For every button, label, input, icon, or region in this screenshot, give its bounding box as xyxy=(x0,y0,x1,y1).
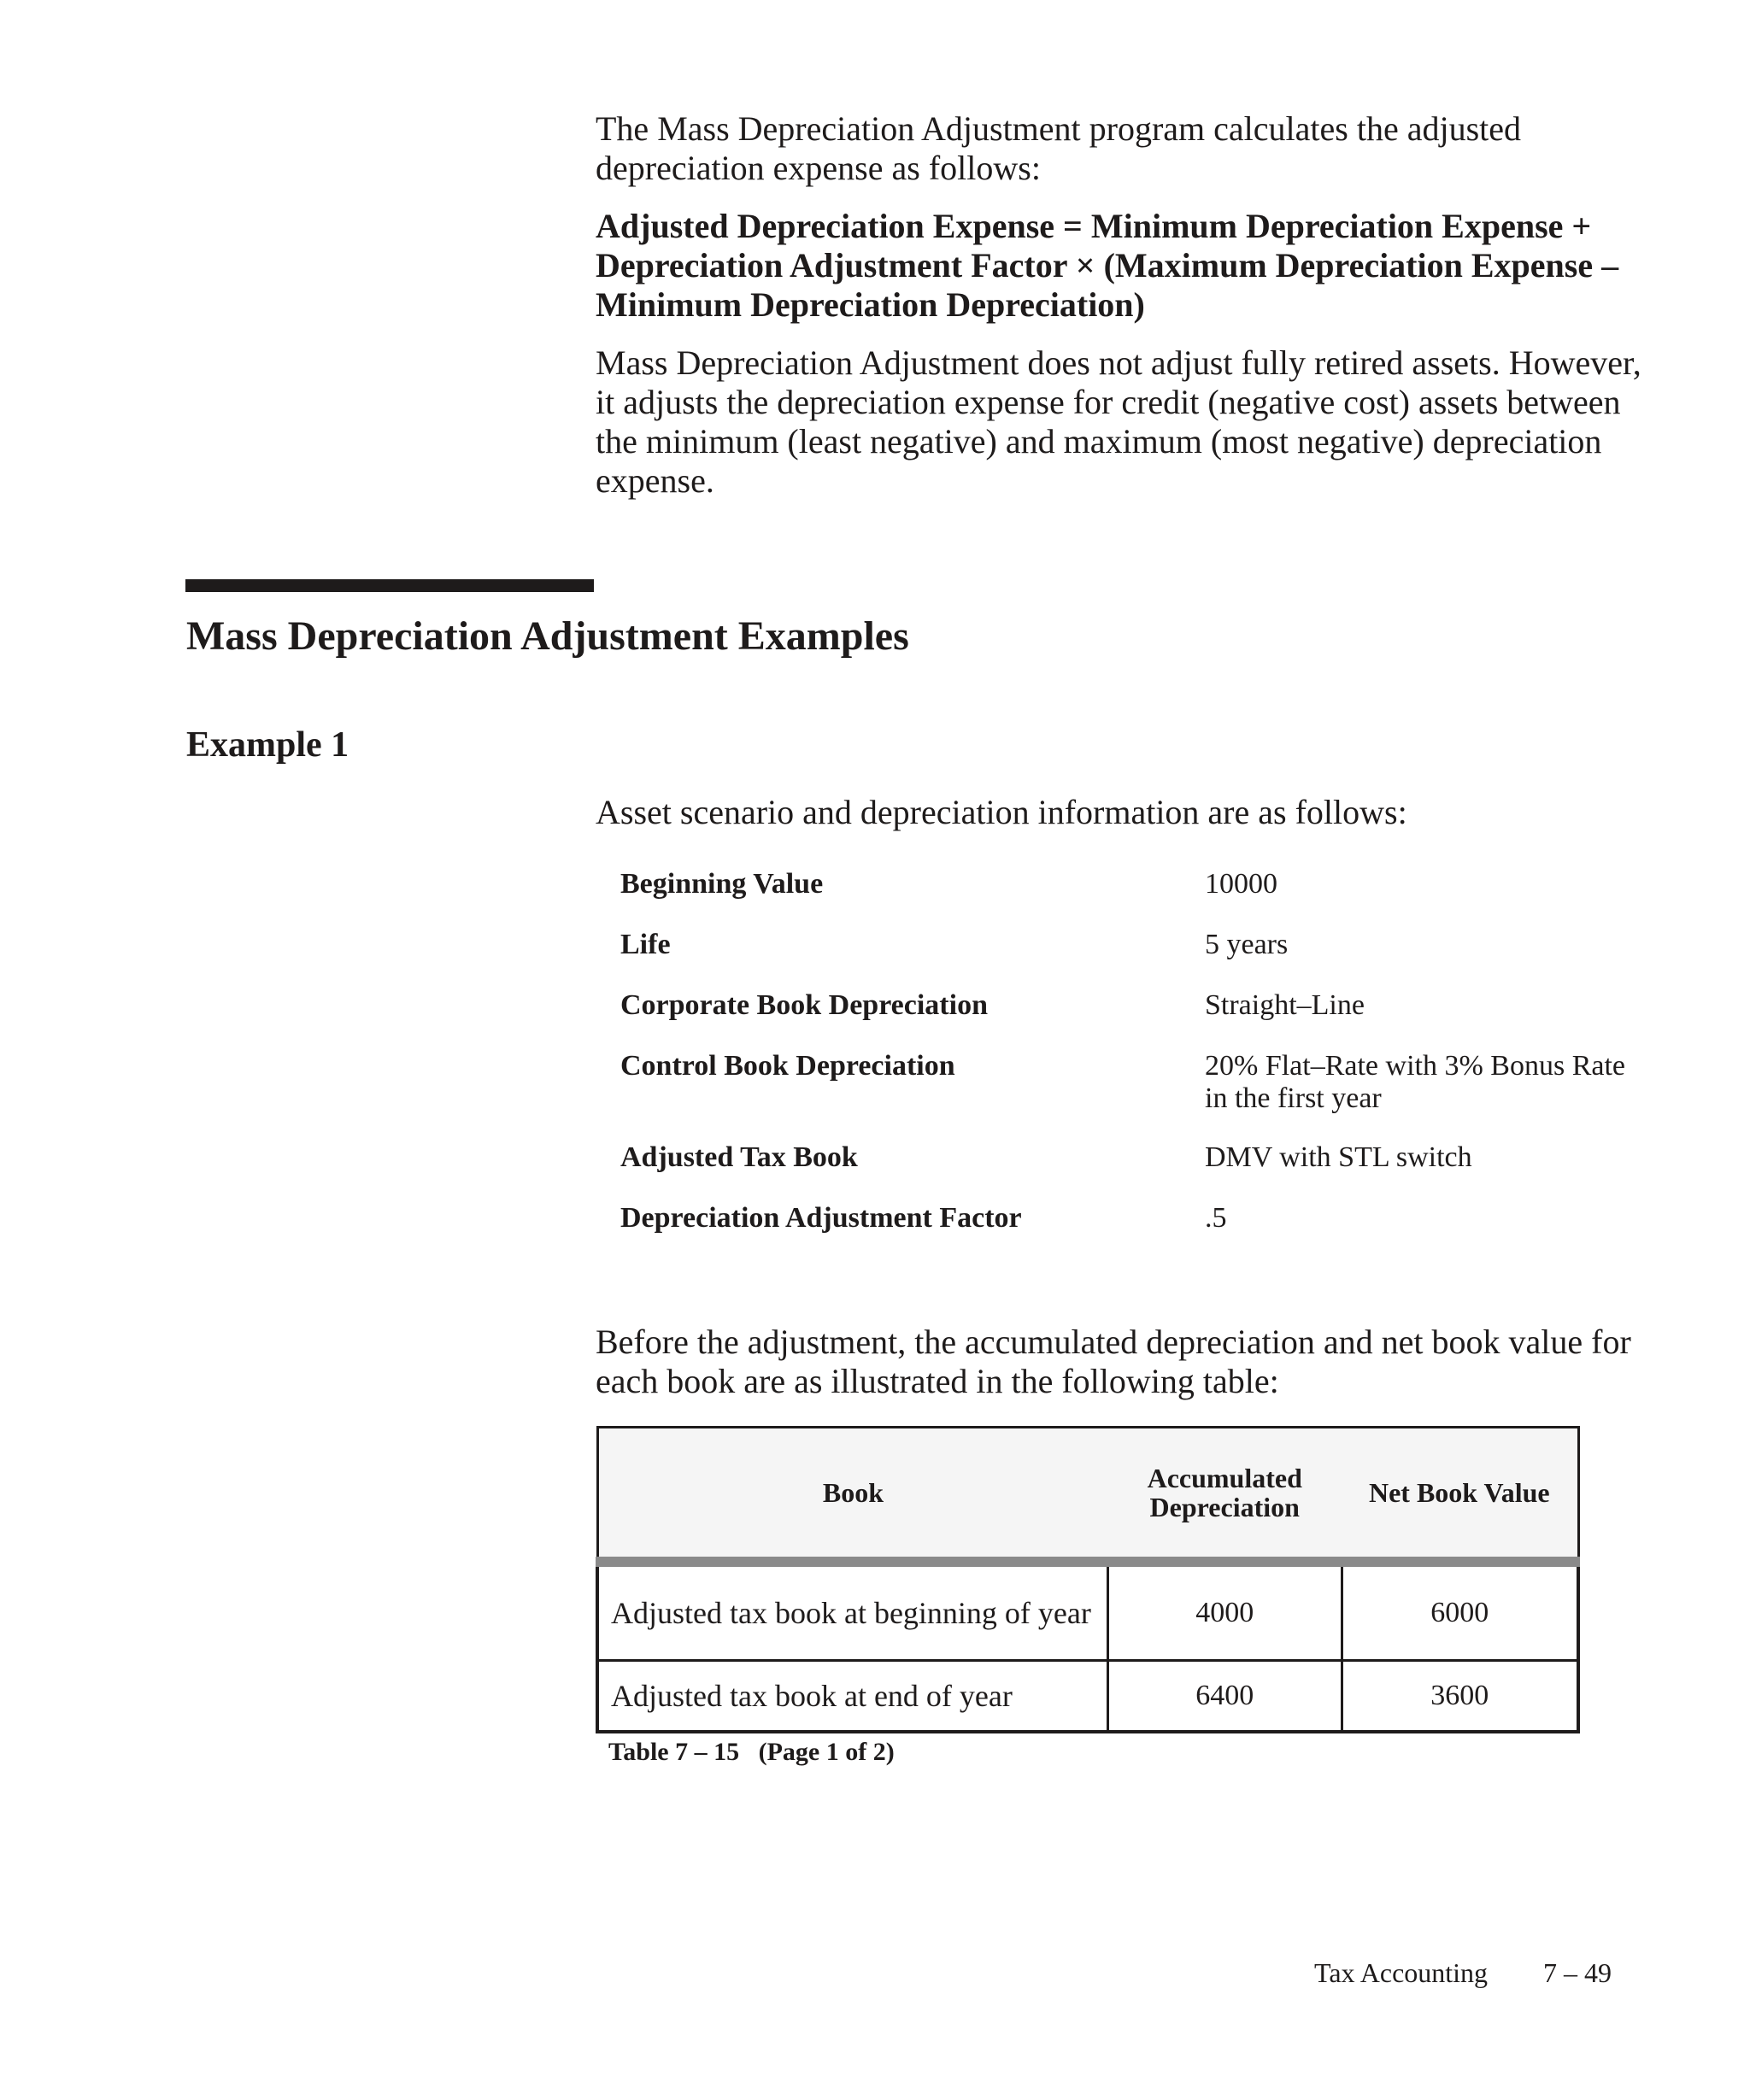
table-intro: Before the adjustment, the accumulated depreciation and net book value for each book are as illustrated in the following table: xyxy=(596,1323,1631,1400)
footer-page-number: 7 – 49 xyxy=(1543,1957,1612,1988)
scenario-value: 10000 xyxy=(1205,868,1277,900)
cell-nbv: 3600 xyxy=(1342,1661,1578,1733)
table-header-row xyxy=(597,1428,1578,1563)
header-net-book-value: Net Book Value xyxy=(1342,1428,1578,1563)
section-rule xyxy=(185,579,594,592)
retired-assets-paragraph: Mass Depreciation Adjustment does not adjust fully retired assets. However, it adjusts the depreciation expense for credit (negative cost) assets between the minimum (least negative) and maximum (most negative) depreciation expense. xyxy=(596,343,1641,500)
cell-book: Adjusted tax book at end of year xyxy=(597,1661,1107,1733)
scenario-label: Depreciation Adjustment Factor xyxy=(620,1202,1022,1234)
scenario-label: Control Book Depreciation xyxy=(620,1050,955,1082)
scenario-label: Adjusted Tax Book xyxy=(620,1141,858,1173)
example-title: Example 1 xyxy=(186,725,349,765)
scenario-label: Life xyxy=(620,929,671,960)
intro-paragraph: The Mass Depreciation Adjustment program calculates the adjusted depreciation expense as follows: xyxy=(596,109,1522,187)
table-caption: Table 7 – 15 (Page 1 of 2) xyxy=(608,1738,895,1766)
header-accum-text: Accumulated Depreciation xyxy=(1147,1463,1302,1522)
scenario-value: .5 xyxy=(1205,1202,1227,1234)
header-accumulated-depreciation xyxy=(1107,1428,1342,1563)
scenario-label: Corporate Book Depreciation xyxy=(620,989,988,1021)
cell-book: Adjusted tax book at beginning of year xyxy=(597,1562,1107,1661)
table-row xyxy=(597,1562,1578,1661)
scenario-intro: Asset scenario and depreciation information are as follows: xyxy=(596,793,1407,831)
scenario-value: Straight–Line xyxy=(1205,989,1365,1021)
scenario-value: 20% Flat–Rate with 3% Bonus Rate in the first year xyxy=(1205,1050,1626,1114)
footer-section-name: Tax Accounting xyxy=(1314,1957,1489,1988)
scenario-value: 5 years xyxy=(1205,929,1289,960)
table-row xyxy=(597,1661,1578,1733)
cell-accum: 4000 xyxy=(1107,1562,1342,1661)
section-title: Mass Depreciation Adjustment Examples xyxy=(186,613,909,659)
scenario-label: Beginning Value xyxy=(620,868,824,900)
scenario-value: DMV with STL switch xyxy=(1205,1141,1472,1173)
depreciation-table xyxy=(596,1426,1580,1733)
cell-nbv: 6000 xyxy=(1342,1562,1578,1661)
formula-text: Adjusted Depreciation Expense = Minimum Depreciation Expense + Depreciation Adjustment Factor × (Maximum Depreciation Expense – Minimum Depreciation Depreciation) xyxy=(596,207,1619,324)
cell-accum: 6400 xyxy=(1107,1661,1342,1733)
header-book: Book xyxy=(597,1428,1107,1563)
